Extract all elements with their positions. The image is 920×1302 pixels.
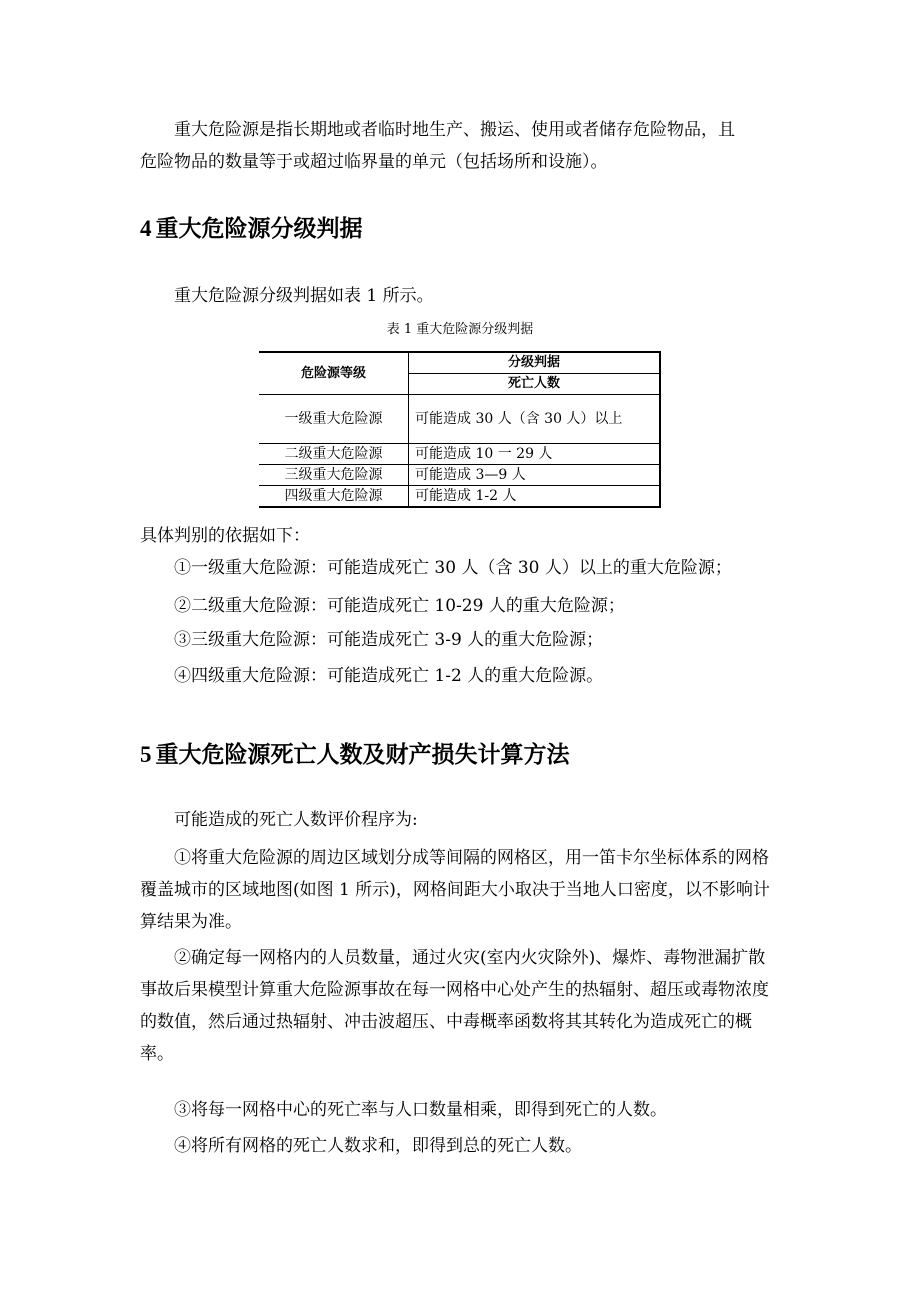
table-row xyxy=(259,486,660,508)
step-4: ④将所有网格的死亡人数求和，即得到总的死亡人数。 xyxy=(174,1136,582,1156)
section-5-heading xyxy=(140,738,570,772)
table-cell-value: 可能造成 30 人（含 30 人）以上 xyxy=(409,395,661,444)
grading-table xyxy=(259,351,661,508)
step-1: ①将重大危险源的周边区域划分成等间隔的网格区，用一笛卡尔坐标体系的网格覆盖城市的区域地图(如图 1 所示)，网格间距大小取决于当地人口密度，以不影响计算结果为准。 xyxy=(140,848,770,932)
intro-line-2: 危险物品的数量等于或超过临界量的单元（包括场所和设施）。 xyxy=(140,152,608,172)
step-3: ③将每一网格中心的死亡率与人口数量相乘，即得到死亡的人数。 xyxy=(174,1100,667,1120)
table-cell-level: 三级重大危险源 xyxy=(259,465,409,486)
intro-paragraph xyxy=(140,114,780,178)
section-5-number: 5 xyxy=(140,742,152,767)
table-cell-value: 可能造成 10 一 29 人 xyxy=(409,444,661,465)
section-5-lead: 可能造成的死亡人数评价程序为: xyxy=(174,810,418,830)
intro-line-1: 重大危险源是指长期地或者临时地生产、搬运、使用或者储存危险物品，且 xyxy=(174,120,735,140)
table-header-criteria: 分级判据 xyxy=(409,352,661,374)
basis-item-2: ②二级重大危险源：可能造成死亡 10-29 人的重大危险源； xyxy=(174,596,625,616)
table-cell-value: 可能造成 1-2 人 xyxy=(409,486,661,508)
table-cell-level: 一级重大危险源 xyxy=(259,395,409,444)
step-2: ②确定每一网格内的人员数量，通过火灾(室内火灾除外)、爆炸、毒物泄漏扩散事故后果模型计算重大危险源事故在每一网格中心处产生的热辐射、超压或毒物浓度的数值，然后通过热辐射、冲击波超压、中毒概率函数将其其转化为造成死亡的概率。 xyxy=(140,948,769,1064)
table-header-level: 危险源等级 xyxy=(259,352,409,395)
section-4-title: 重大危险源分级判据 xyxy=(155,215,363,242)
table-subheader-deaths: 死亡人数 xyxy=(409,374,661,395)
table-cell-value: 可能造成 3—9 人 xyxy=(409,465,661,486)
section-5-title: 重大危险源死亡人数及财产损失计算方法 xyxy=(155,741,570,768)
section-4-number: 4 xyxy=(140,216,152,241)
basis-item-4: ④四级重大危险源：可能造成死亡 1-2 人的重大危险源。 xyxy=(174,666,604,686)
section-4-heading xyxy=(140,212,363,246)
section-4-lead: 重大危险源分级判据如表 1 所示。 xyxy=(174,286,434,306)
table-row xyxy=(259,395,660,444)
table-cell-level: 四级重大危险源 xyxy=(259,486,409,508)
table-cell-level: 二级重大危险源 xyxy=(259,444,409,465)
table-row xyxy=(259,444,660,465)
basis-item-1: ①一级重大危险源：可能造成死亡 30 人（含 30 人）以上的重大危险源； xyxy=(174,558,732,578)
table-caption: 表 1 重大危险源分级判据 xyxy=(386,322,534,337)
table-row xyxy=(259,465,660,486)
basis-item-3: ③三级重大危险源：可能造成死亡 3-9 人的重大危险源； xyxy=(174,630,604,650)
basis-intro: 具体判别的依据如下： xyxy=(140,526,310,546)
